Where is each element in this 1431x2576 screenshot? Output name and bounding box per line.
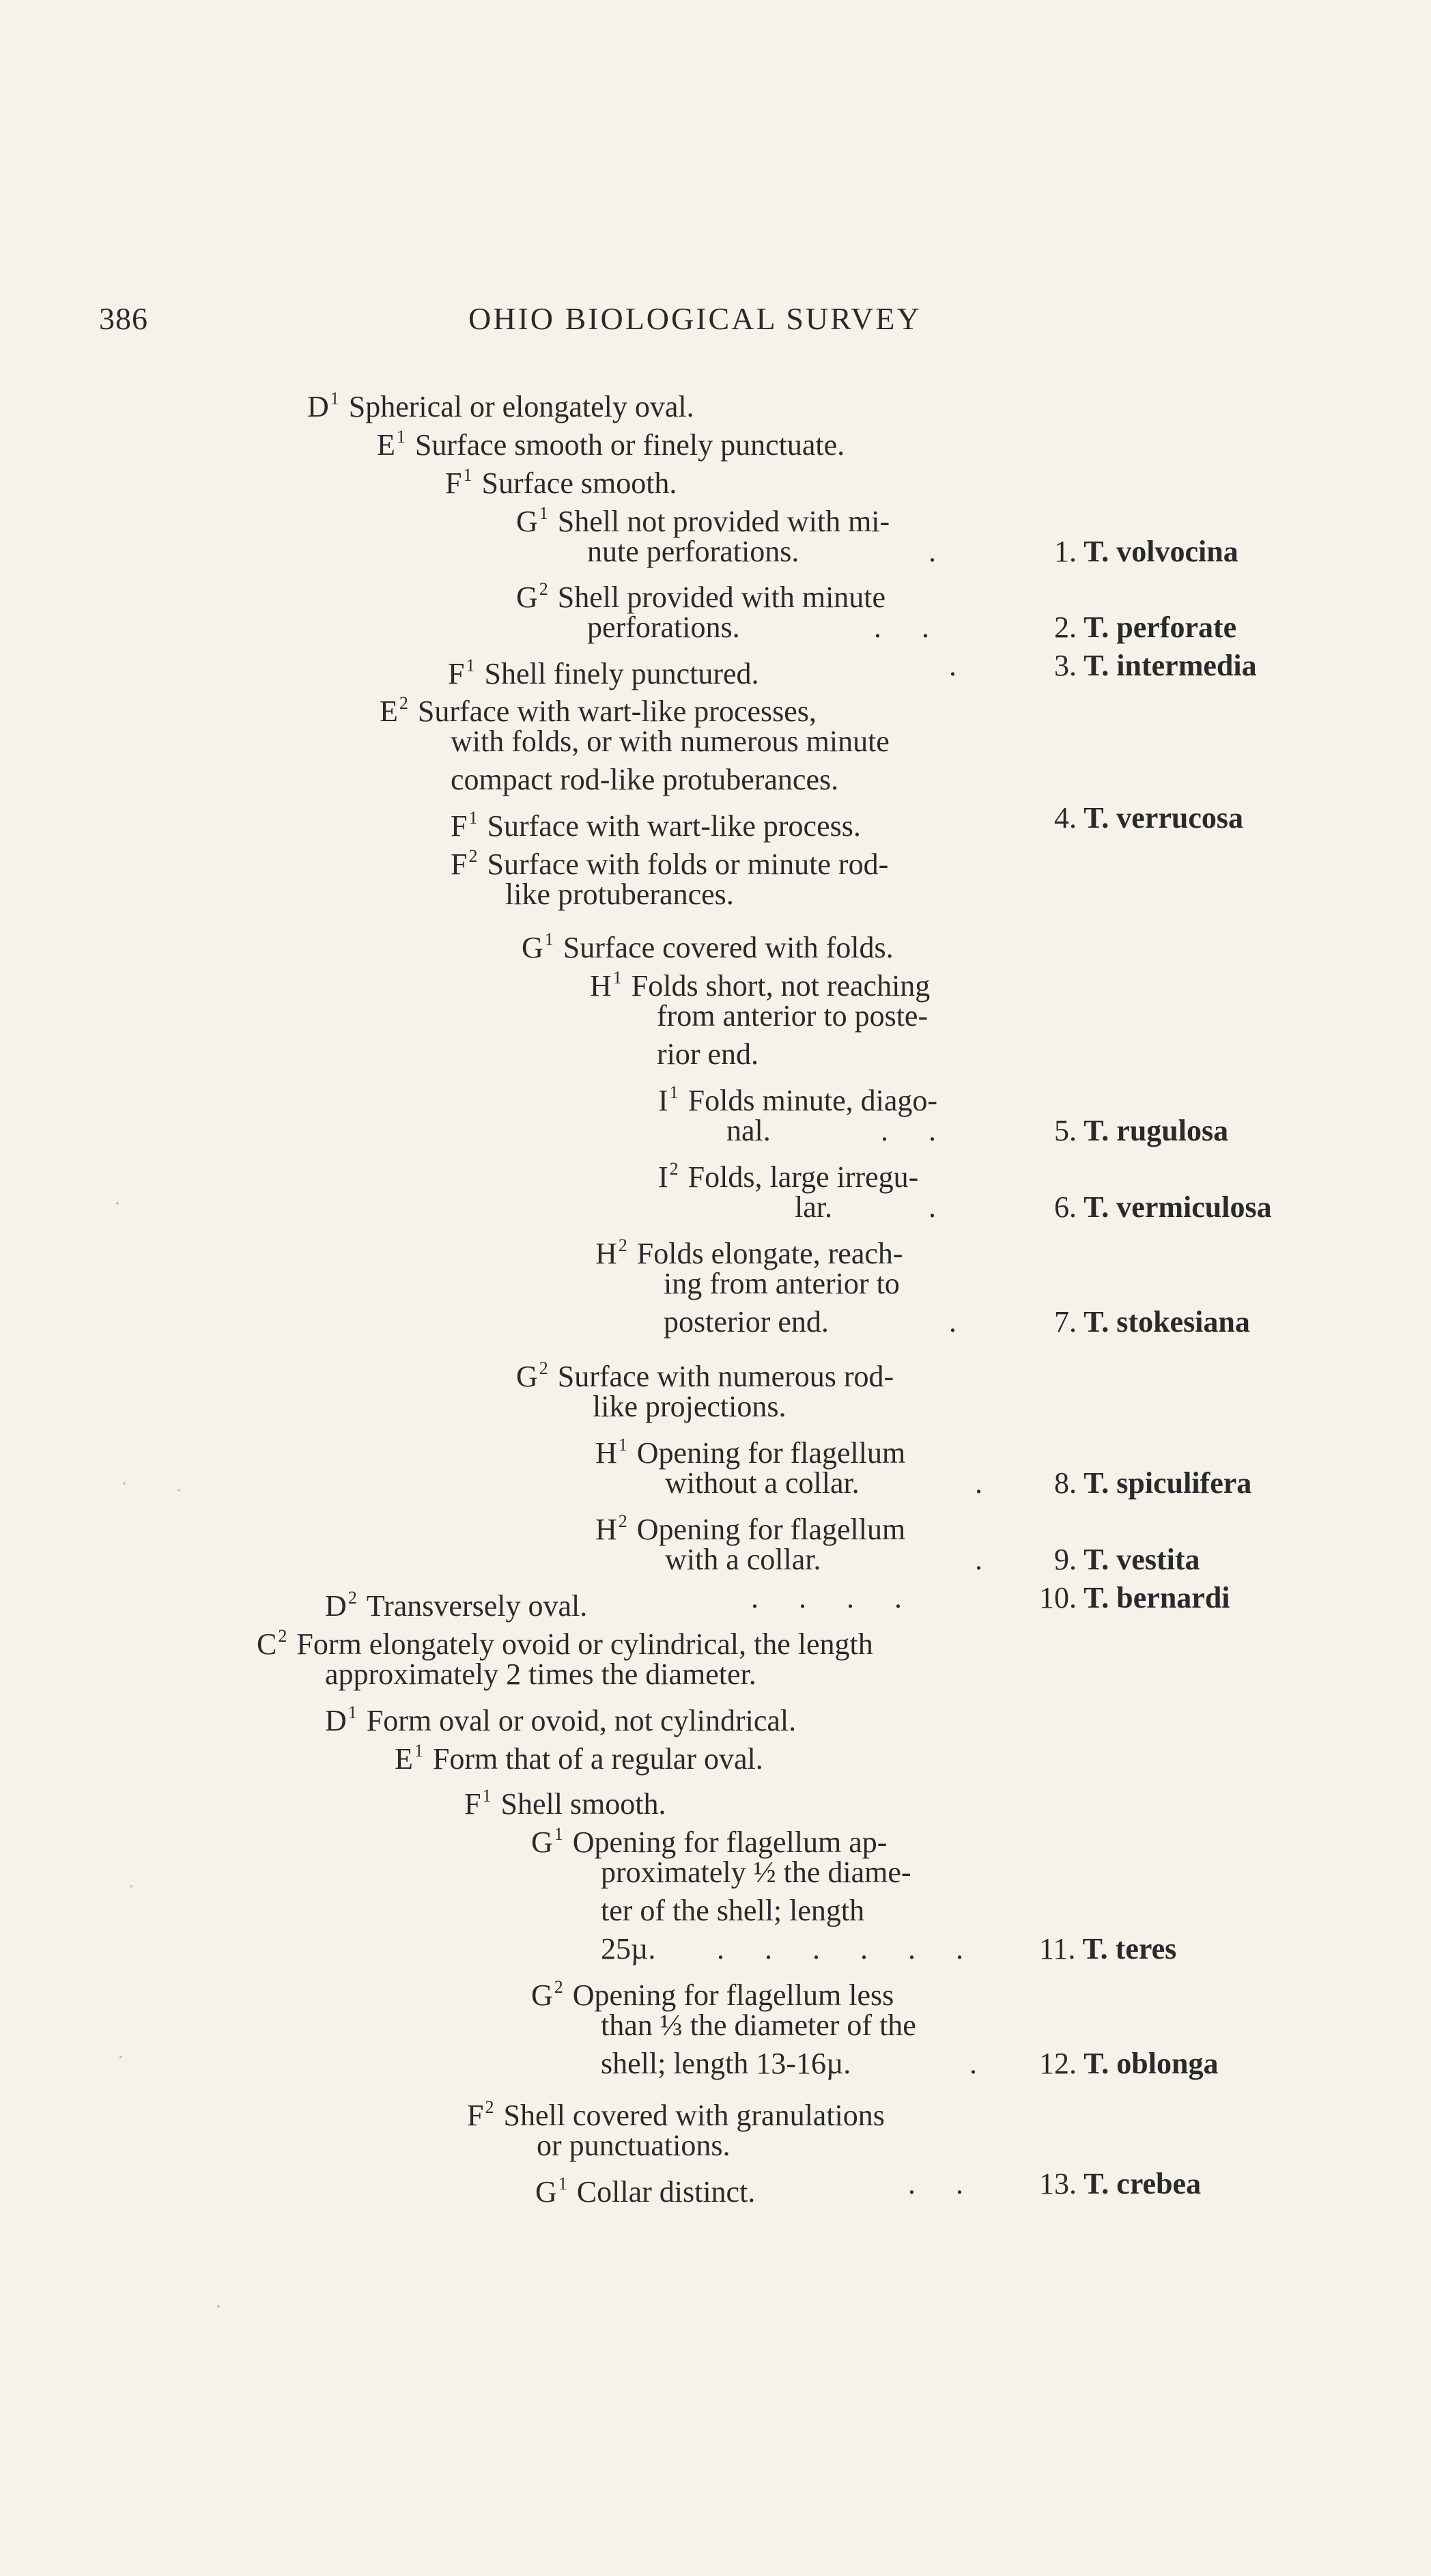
key-line (601, 2045, 851, 2083)
key-line-text: Shell finely punctured. (484, 657, 759, 690)
key-couplet-letter: G (531, 1825, 553, 1859)
species-name: T. intermedia (1077, 649, 1257, 682)
species-number: 3. (1054, 649, 1077, 682)
key-line (664, 1265, 900, 1303)
paper-speck (130, 1885, 132, 1888)
leader-dots: . . . . (751, 1581, 903, 1614)
key-line-text: ter of the shell; length (601, 1894, 865, 1927)
key-line-text: approximately 2 times the diameter. (325, 1657, 756, 1691)
key-couplet-letter: F (451, 809, 468, 843)
key-line-text: without a collar. (665, 1466, 860, 1500)
key-line-text: Surface covered with folds. (563, 931, 894, 964)
key-couplet-index: 1 (618, 1435, 627, 1455)
key-line-text: nal. (726, 1114, 771, 1147)
key-couplet-index: 1 (414, 1741, 423, 1761)
paper-speck (123, 1482, 126, 1485)
key-line-text: Shell covered with granulations (503, 2099, 885, 2132)
key-couplet-letter: F (445, 466, 462, 500)
key-couplet-letter: G (516, 1360, 538, 1393)
key-couplet-letter: I (658, 1160, 668, 1194)
leader-dots: . (949, 1305, 958, 1339)
species-number: 13. (1039, 2167, 1077, 2200)
species-entry (1054, 1464, 1251, 1502)
key-line-text: Folds, large irregu- (688, 1160, 919, 1194)
key-couplet-index: 2 (348, 1588, 357, 1608)
key-couplet-letter: D (325, 1589, 347, 1623)
key-couplet-index: 2 (399, 693, 408, 713)
species-number: 1. (1054, 535, 1077, 568)
key-couplet-letter: H (590, 969, 612, 1003)
key-line-text: Opening for flagellum less (572, 1978, 894, 2012)
key-couplet-index: 1 (558, 2174, 567, 2194)
species-name: T. perforate (1077, 611, 1237, 644)
key-couplet-index: 1 (539, 503, 548, 523)
key-couplet-index: 1 (466, 656, 475, 675)
key-line-text: Opening for flagellum (636, 1513, 906, 1546)
leader-dots: . (975, 1466, 984, 1500)
key-couplet-index: 2 (618, 1235, 627, 1255)
species-number: 8. (1054, 1466, 1077, 1500)
key-couplet-letter: F (464, 1787, 481, 1821)
species-number: 9. (1054, 1543, 1077, 1576)
key-couplet-letter: G (522, 931, 543, 964)
species-name: T. verrucosa (1077, 801, 1243, 835)
key-couplet-index: 1 (330, 389, 339, 408)
key-couplet-letter: F (451, 848, 468, 881)
key-couplet-letter: H (595, 1237, 617, 1270)
key-couplet-index: 2 (554, 1977, 563, 1997)
species-number: 11. (1039, 1932, 1076, 1965)
key-couplet-index: 1 (612, 968, 622, 988)
leader-dots: . (949, 649, 958, 682)
key-line-text: compact rod-like protuberances. (451, 763, 839, 796)
leader-dots: . (929, 1190, 937, 1224)
key-couplet-letter: F (467, 2099, 484, 2132)
key-line-text: Transversely oval. (366, 1589, 588, 1623)
key-couplet-letter: G (516, 505, 538, 538)
key-line-text: Surface smooth or finely punctuate. (414, 428, 845, 462)
key-line (451, 723, 890, 761)
key-line-text: from anterior to poste- (657, 999, 929, 1033)
page-number: 386 (99, 301, 148, 336)
species-entry (1039, 2045, 1218, 2083)
key-line-text: Shell smooth. (500, 1787, 666, 1821)
key-line (795, 1188, 832, 1227)
key-couplet-letter: G (516, 580, 538, 614)
species-number: 12. (1039, 2047, 1077, 2080)
key-couplet-letter: D (307, 390, 329, 423)
key-couplet-index: 2 (539, 1358, 548, 1378)
key-line-text: like projections. (593, 1390, 787, 1423)
key-line-text: Form elongately ovoid or cylindrical, the length (296, 1627, 873, 1661)
species-name: T. oblonga (1077, 2047, 1219, 2080)
key-line-text: rior end. (657, 1037, 759, 1071)
key-line (658, 1150, 918, 1196)
species-name: T. volvocina (1077, 535, 1238, 568)
key-couplet-letter: I (658, 1084, 668, 1117)
species-name: T. stokesiana (1077, 1305, 1250, 1339)
key-line (505, 876, 734, 914)
key-line-text: Surface with numerous rod- (557, 1360, 894, 1393)
key-line-text: Surface with folds or minute rod- (487, 848, 889, 881)
key-line-text: Spherical or elongately oval. (348, 390, 694, 423)
key-couplet-index: 1 (544, 929, 554, 949)
key-line (587, 533, 799, 571)
species-name: T. vermiculosa (1077, 1190, 1272, 1224)
species-entry (1054, 533, 1238, 571)
key-line-text: Opening for flagellum (636, 1436, 906, 1470)
species-entry (1039, 1579, 1230, 1617)
key-line-text: than ⅓ the diameter of the (601, 2008, 916, 2042)
species-entry (1054, 647, 1257, 685)
key-line-text: with folds, or with numerous minute (451, 725, 890, 758)
key-line (587, 608, 740, 647)
key-couplet-letter: H (595, 1436, 617, 1470)
species-name: T. crebea (1077, 2167, 1202, 2200)
paper-speck (119, 2056, 122, 2058)
paper-speck (178, 1489, 180, 1492)
key-line-text: like protuberances. (505, 878, 734, 911)
key-line (395, 1732, 763, 1778)
key-couplet-index: 2 (669, 1159, 679, 1179)
key-line-text: proximately ½ the diame- (601, 1856, 911, 1889)
species-name: T. spiculifera (1077, 1466, 1252, 1500)
key-line-text: Surface with wart-like process. (487, 809, 861, 843)
key-line-text: perforations. (587, 611, 740, 644)
key-couplet-index: 1 (468, 808, 478, 828)
species-number: 4. (1054, 801, 1077, 835)
running-title: OHIO BIOLOGICAL SURVEY (468, 301, 922, 336)
species-number: 7. (1054, 1305, 1077, 1339)
key-line-text: 25µ. (601, 1932, 656, 1965)
key-couplet-letter: G (531, 1978, 553, 2012)
leader-dots: . . (881, 1114, 937, 1147)
species-entry (1039, 1930, 1176, 1968)
key-line (601, 2006, 916, 2045)
paper-speck (217, 2305, 220, 2308)
key-line (601, 1930, 655, 1968)
key-line-text: Surface smooth. (481, 466, 677, 500)
key-line (535, 2165, 755, 2211)
key-line-text: or punctuations. (537, 2129, 731, 2162)
key-line-text: with a collar. (665, 1543, 821, 1576)
species-name: T. vestita (1077, 1543, 1200, 1576)
key-line-text: Shell provided with minute (557, 580, 886, 614)
species-number: 6. (1054, 1190, 1077, 1224)
leader-dots: . (969, 2047, 978, 2080)
key-line-text: Form that of a regular oval. (432, 1742, 763, 1776)
key-line-text: Collar distinct. (576, 2175, 756, 2209)
key-couplet-index: 2 (278, 1626, 287, 1646)
key-couplet-index: 1 (348, 1703, 357, 1722)
key-couplet-letter: F (448, 657, 465, 690)
key-couplet-letter: E (380, 695, 398, 728)
key-line-text: Form oval or ovoid, not cylindrical. (366, 1704, 797, 1737)
species-entry (1054, 1541, 1200, 1579)
key-line (657, 997, 928, 1035)
key-line (601, 1892, 864, 1930)
species-name: T. bernardi (1077, 1581, 1230, 1614)
leader-dots: . (929, 535, 937, 568)
key-couplet-index: 1 (396, 427, 406, 447)
species-entry (1054, 1303, 1250, 1341)
key-line-text: lar. (795, 1190, 832, 1224)
key-couplet-letter: G (535, 2175, 557, 2209)
species-entry (1054, 608, 1236, 647)
key-line-text: Folds elongate, reach- (636, 1237, 903, 1270)
key-line-text: shell; length 13-16µ. (601, 2047, 851, 2080)
key-line-text: nute perforations. (587, 535, 799, 568)
key-couplet-letter: H (595, 1513, 617, 1546)
species-number: 10. (1039, 1581, 1077, 1614)
key-line (726, 1112, 771, 1150)
key-line (657, 1035, 759, 1074)
leader-dots: . . (908, 2167, 965, 2200)
species-name: T. rugulosa (1077, 1114, 1229, 1147)
species-entry (1054, 1188, 1272, 1227)
key-line (664, 1303, 829, 1341)
paper-speck (116, 1202, 119, 1205)
key-line-text: Folds short, not reaching (631, 969, 931, 1003)
species-number: 5. (1054, 1114, 1077, 1147)
species-number: 2. (1054, 611, 1077, 644)
key-line-text: Surface with wart-like processes, (417, 695, 817, 728)
key-line (451, 761, 838, 799)
key-line (665, 1541, 821, 1579)
key-line-text: posterior end. (664, 1305, 829, 1339)
key-couplet-index: 2 (468, 846, 478, 866)
key-line (601, 1853, 911, 1892)
species-entry (1054, 799, 1243, 837)
key-couplet-index: 1 (463, 465, 472, 485)
key-line-text: Folds minute, diago- (688, 1084, 938, 1117)
key-couplet-index: 2 (485, 2097, 494, 2117)
leader-dots: . . . . . . (717, 1932, 965, 1965)
key-couplet-index: 1 (554, 1824, 563, 1844)
key-couplet-letter: D (325, 1704, 347, 1737)
key-couplet-letter: C (257, 1627, 277, 1661)
key-line (593, 1388, 787, 1426)
key-couplet-index: 2 (539, 579, 548, 599)
key-couplet-letter: E (395, 1742, 413, 1776)
key-line-text: ing from anterior to (664, 1267, 900, 1300)
species-entry (1039, 2165, 1201, 2203)
key-couplet-letter: E (377, 428, 395, 462)
key-couplet-index: 1 (669, 1082, 679, 1102)
leader-dots: . . (874, 611, 931, 644)
key-line-text: Opening for flagellum ap- (572, 1825, 888, 1859)
key-line-text: Shell not provided with mi- (557, 505, 890, 538)
leader-dots: . (975, 1543, 984, 1576)
species-name: T. teres (1075, 1932, 1177, 1965)
species-entry (1054, 1112, 1228, 1150)
key-couplet-index: 2 (618, 1511, 627, 1531)
key-line (665, 1464, 860, 1502)
key-line (325, 1655, 756, 1694)
key-line (537, 2127, 731, 2165)
key-couplet-index: 1 (482, 1786, 492, 1806)
